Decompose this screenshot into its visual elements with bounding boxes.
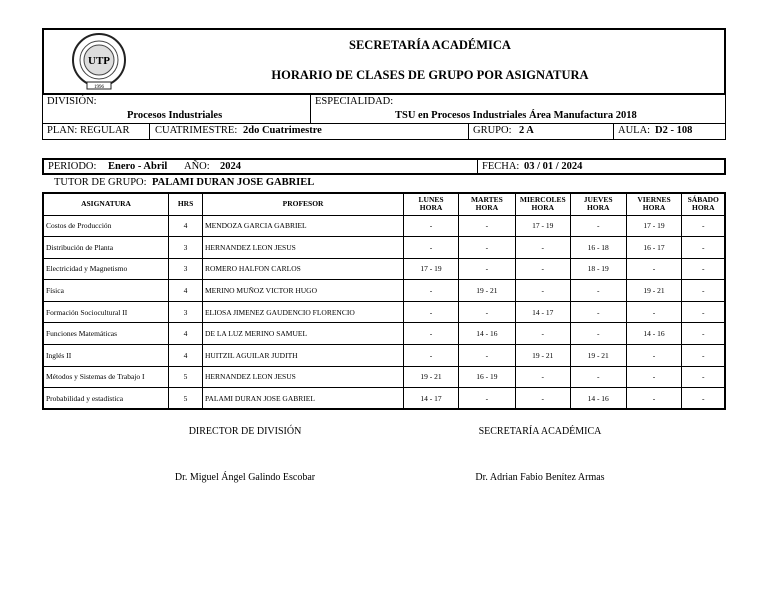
column-header: MIERCOLES HORA	[515, 193, 570, 215]
column-header: JUEVES HORA	[570, 193, 626, 215]
page-subtitle: HORARIO DE CLASES DE GRUPO POR ASIGNATURA	[271, 68, 589, 82]
lunes-cell: -	[404, 280, 459, 302]
column-header: ASIGNATURA	[43, 193, 169, 215]
column-header: SÁBADO HORA	[682, 193, 725, 215]
sabado-cell: -	[682, 301, 725, 323]
cuatrimestre-value: 2do Cuatrimestre	[243, 125, 322, 136]
martes-cell: -	[458, 237, 515, 259]
lunes-cell: -	[404, 345, 459, 367]
column-header: LUNES HORA	[404, 193, 459, 215]
miercoles-cell: -	[515, 237, 570, 259]
miercoles-cell: -	[515, 366, 570, 388]
viernes-cell: -	[626, 366, 682, 388]
miercoles-cell: 19 - 21	[515, 345, 570, 367]
professor-cell: HERNANDEZ LEON JESUS	[202, 366, 403, 388]
plan-row	[42, 124, 726, 140]
periodo-value: Enero - Abril	[108, 161, 168, 172]
viernes-cell: -	[626, 258, 682, 280]
sabado-cell: -	[682, 345, 725, 367]
secretaria-title: SECRETARÍA ACADÉMICA	[478, 426, 602, 437]
viernes-cell: 16 - 17	[626, 237, 682, 259]
professor-cell: DE LA LUZ MERINO SAMUEL	[202, 323, 403, 345]
viernes-cell: 17 - 19	[626, 215, 682, 237]
division-label: DIVISIÓN:	[47, 96, 97, 107]
viernes-cell: -	[626, 301, 682, 323]
hours-cell: 3	[169, 301, 203, 323]
lunes-cell: -	[404, 237, 459, 259]
table-row	[43, 323, 725, 345]
anio-label: AÑO:	[184, 161, 210, 172]
plan-label: PLAN: REGULAR	[47, 125, 130, 136]
miercoles-cell: -	[515, 280, 570, 302]
aula-label: AULA:	[618, 125, 651, 136]
hours-cell: 4	[169, 323, 203, 345]
anio-value: 2024	[220, 161, 241, 172]
jueves-cell: -	[570, 280, 626, 302]
division-row	[42, 95, 726, 124]
logo-year: 1996	[94, 85, 104, 90]
table-row	[43, 345, 725, 367]
lunes-cell: -	[404, 323, 459, 345]
grupo-value: 2 A	[519, 125, 534, 136]
hours-cell: 4	[169, 215, 203, 237]
column-header: PROFESOR	[202, 193, 403, 215]
table-header-row	[43, 193, 725, 215]
hours-cell: 5	[169, 388, 203, 410]
director-title: DIRECTOR DE DIVISIÓN	[188, 426, 302, 437]
martes-cell: 14 - 16	[458, 323, 515, 345]
jueves-cell: -	[570, 366, 626, 388]
hours-cell: 5	[169, 366, 203, 388]
table-row	[43, 215, 725, 237]
sabado-cell: -	[682, 215, 725, 237]
table-row	[43, 388, 725, 410]
schedule-table	[42, 192, 726, 410]
jueves-cell: 19 - 21	[570, 345, 626, 367]
professor-cell: PALAMI DURAN JOSE GABRIEL	[202, 388, 403, 410]
sabado-cell: -	[682, 280, 725, 302]
viernes-cell: -	[626, 345, 682, 367]
professor-cell: HERNANDEZ LEON JESUS	[202, 237, 403, 259]
miercoles-cell: 14 - 17	[515, 301, 570, 323]
martes-cell: -	[458, 388, 515, 410]
lunes-cell: -	[404, 215, 459, 237]
viernes-cell: 14 - 16	[626, 323, 682, 345]
sabado-cell: -	[682, 366, 725, 388]
table-row	[43, 301, 725, 323]
sabado-cell: -	[682, 388, 725, 410]
fecha-label: FECHA:	[482, 161, 520, 172]
secretaria-name: Dr. Adrian Fabio Benítez Armas	[475, 472, 605, 483]
especialidad-value: TSU en Procesos Industriales Área Manufactura 2018	[395, 110, 637, 121]
grupo-label: GRUPO:	[473, 125, 512, 136]
subject-cell: Formación Sociocultural II	[43, 301, 169, 323]
martes-cell: -	[458, 301, 515, 323]
lunes-cell: 19 - 21	[404, 366, 459, 388]
martes-cell: -	[458, 258, 515, 280]
page-title: SECRETARÍA ACADÉMICA	[349, 38, 511, 52]
hours-cell: 3	[169, 258, 203, 280]
miercoles-cell: -	[515, 258, 570, 280]
sabado-cell: -	[682, 237, 725, 259]
fecha-value: 03 / 01 / 2024	[524, 161, 583, 172]
jueves-cell: 14 - 16	[570, 388, 626, 410]
periodo-label: PERIODO:	[48, 161, 97, 172]
hours-cell: 4	[169, 345, 203, 367]
director-name: Dr. Miguel Ángel Galindo Escobar	[174, 472, 316, 483]
hours-cell: 4	[169, 280, 203, 302]
sabado-cell: -	[682, 258, 725, 280]
subject-cell: Métodos y Sistemas de Trabajo I	[43, 366, 169, 388]
subject-cell: Electricidad y Magnetismo	[43, 258, 169, 280]
miercoles-cell: -	[515, 388, 570, 410]
subject-cell: Probabilidad y estadística	[43, 388, 169, 410]
column-header: HRS	[169, 193, 203, 215]
jueves-cell: -	[570, 323, 626, 345]
table-row	[43, 366, 725, 388]
subject-cell: Inglés II	[43, 345, 169, 367]
lunes-cell: 17 - 19	[404, 258, 459, 280]
tutor-label: TUTOR DE GRUPO:	[54, 177, 147, 188]
lunes-cell: 14 - 17	[404, 388, 459, 410]
column-header: MARTES HORA	[458, 193, 515, 215]
division-value: Procesos Industriales	[127, 110, 223, 121]
cuatrimestre-label: CUATRIMESTRE:	[155, 125, 238, 136]
professor-cell: MENDOZA GARCIA GABRIEL	[202, 215, 403, 237]
university-logo	[66, 32, 132, 90]
professor-cell: HUITZIL AGUILAR JUDITH	[202, 345, 403, 367]
sabado-cell: -	[682, 323, 725, 345]
miercoles-cell: -	[515, 323, 570, 345]
subject-cell: Física	[43, 280, 169, 302]
table-row	[43, 258, 725, 280]
professor-cell: MERINO MUÑOZ VICTOR HUGO	[202, 280, 403, 302]
subject-cell: Funciones Matemáticas	[43, 323, 169, 345]
subject-cell: Costos de Producción	[43, 215, 169, 237]
especialidad-label: ESPECIALIDAD:	[315, 96, 394, 107]
subject-cell: Distribución de Planta	[43, 237, 169, 259]
periodo-row	[42, 158, 726, 175]
jueves-cell: -	[570, 301, 626, 323]
martes-cell: -	[458, 345, 515, 367]
professor-cell: ROMERO HALFON CARLOS	[202, 258, 403, 280]
tutor-value: PALAMI DURAN JOSE GABRIEL	[152, 177, 315, 188]
hours-cell: 3	[169, 237, 203, 259]
viernes-cell: -	[626, 388, 682, 410]
viernes-cell: 19 - 21	[626, 280, 682, 302]
table-row	[43, 237, 725, 259]
lunes-cell: -	[404, 301, 459, 323]
jueves-cell: 16 - 18	[570, 237, 626, 259]
martes-cell: 16 - 19	[458, 366, 515, 388]
jueves-cell: 18 - 19	[570, 258, 626, 280]
aula-value: D2 - 108	[655, 125, 693, 136]
table-row	[43, 280, 725, 302]
martes-cell: 19 - 21	[458, 280, 515, 302]
logo-text: UTP	[88, 55, 110, 67]
miercoles-cell: 17 - 19	[515, 215, 570, 237]
martes-cell: -	[458, 215, 515, 237]
column-header: VIERNES HORA	[626, 193, 682, 215]
professor-cell: ELIOSA JIMENEZ GAUDENCIO FLORENCIO	[202, 301, 403, 323]
jueves-cell: -	[570, 215, 626, 237]
